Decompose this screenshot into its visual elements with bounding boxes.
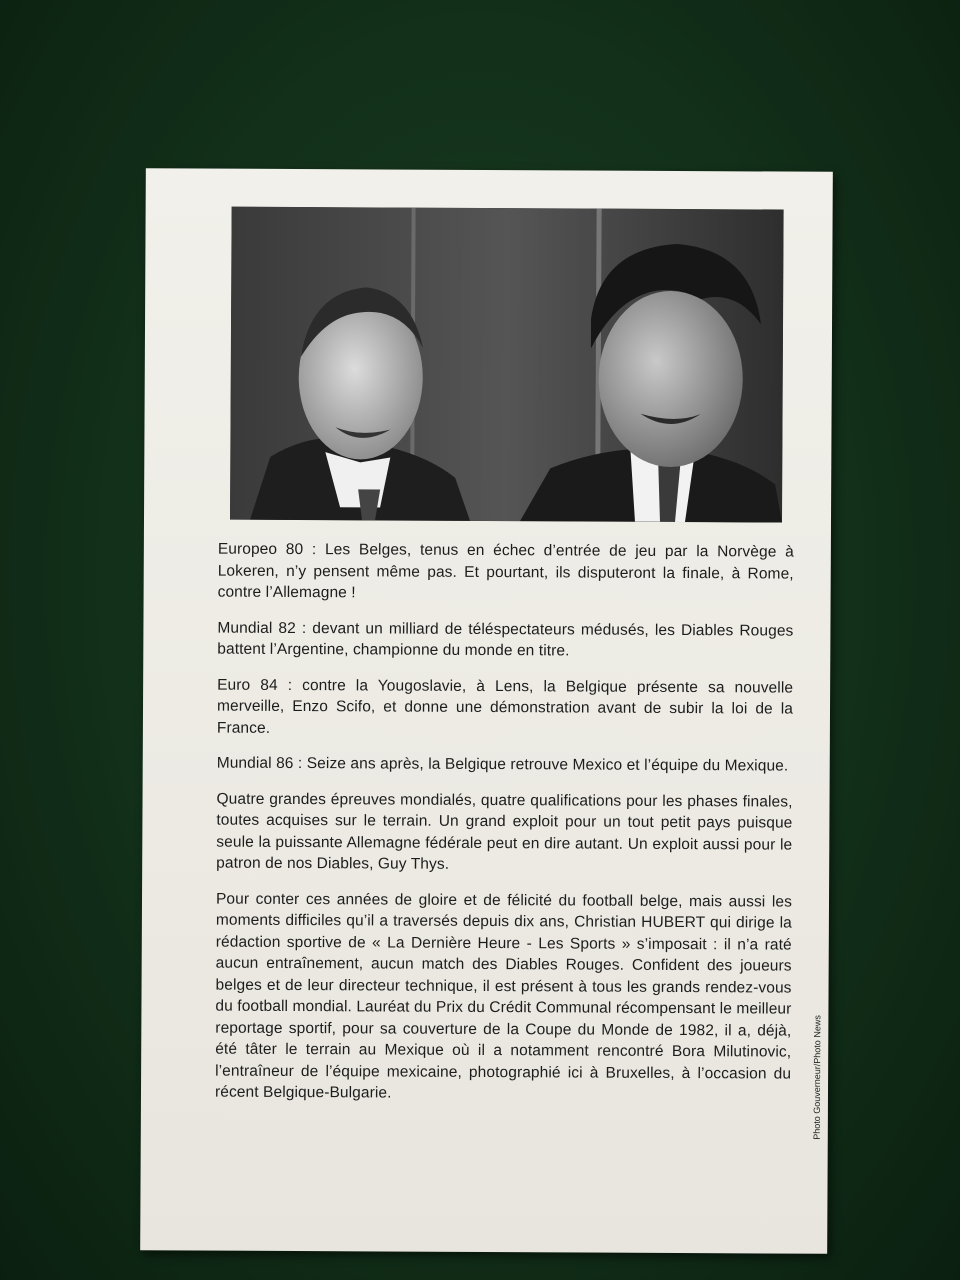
paragraph-mundial-86: Mundial 86 : Seize ans après, la Belgique retrouve Mexico et l’équipe du Mexique. (216, 754, 789, 775)
paragraph-summary: Quatre grandes épreuves mondialés, quatre qualifications pour les phases finales, toutes acquises sur le terrain. Un grand exploit pour un tout petit pays puisque seule la puissante Allemagne fédérale peut en dire autant. Un exploit aussi pour le patron de nos Diables, Guy Thys. (216, 790, 793, 873)
cover-photo (230, 207, 784, 523)
paragraph-europeo-80: Europeo 80 : Les Belges, tenus en échec d’entrée de jeu par la Norvège à Lokeren, n’y pensent même pas. Et pourtant, ils disputeront la finale, à Rome, contre l’Allemagne ! (217, 540, 794, 602)
book-back-cover (140, 168, 833, 1254)
paragraph-mundial-82: Mundial 82 : devant un milliard de téléspectateurs médusés, les Diables Rouges battent l’Argentine, championne du monde en titre. (217, 619, 794, 660)
paragraph-author: Pour conter ces années de gloire et de félicité du football belge, mais aussi les moments difficiles qu’il a traversés depuis dix ans, Christian HUBERT qui dirige la rédaction sportive de « La Dernière Heure - Les Sports » s’imposait : il n’a raté aucun entraînement, aucun match des Diables Rouges. Confident des joueurs belges et de leur directeur technique, il est présent à tous les grands rendez-vous du football mondial. Lauréat du Prix du Crédit Communal récompensant le meilleur reportage sportif, pour sa couverture de la Coupe du Monde de 1982, il a, déjà, été tâter le terrain au Mexique où il a notamment rencontré Bora Milutinovic, l’entraîneur de l’équipe mexicaine, photographié ici à Bruxelles, à l’occasion du récent Belgique-Bulgarie. (214, 890, 793, 1102)
paragraph-euro-84: Euro 84 : contre la Yougoslavie, à Lens, la Belgique présente sa nouvelle merveille, Enzo Scifo, et donne une démonstration avant de subir la loi de la France. (216, 676, 794, 737)
photo-credit: Photo Gouverneur/Photo News (811, 1015, 823, 1140)
cover-text (215, 539, 794, 1121)
two-men-photo (230, 207, 784, 523)
